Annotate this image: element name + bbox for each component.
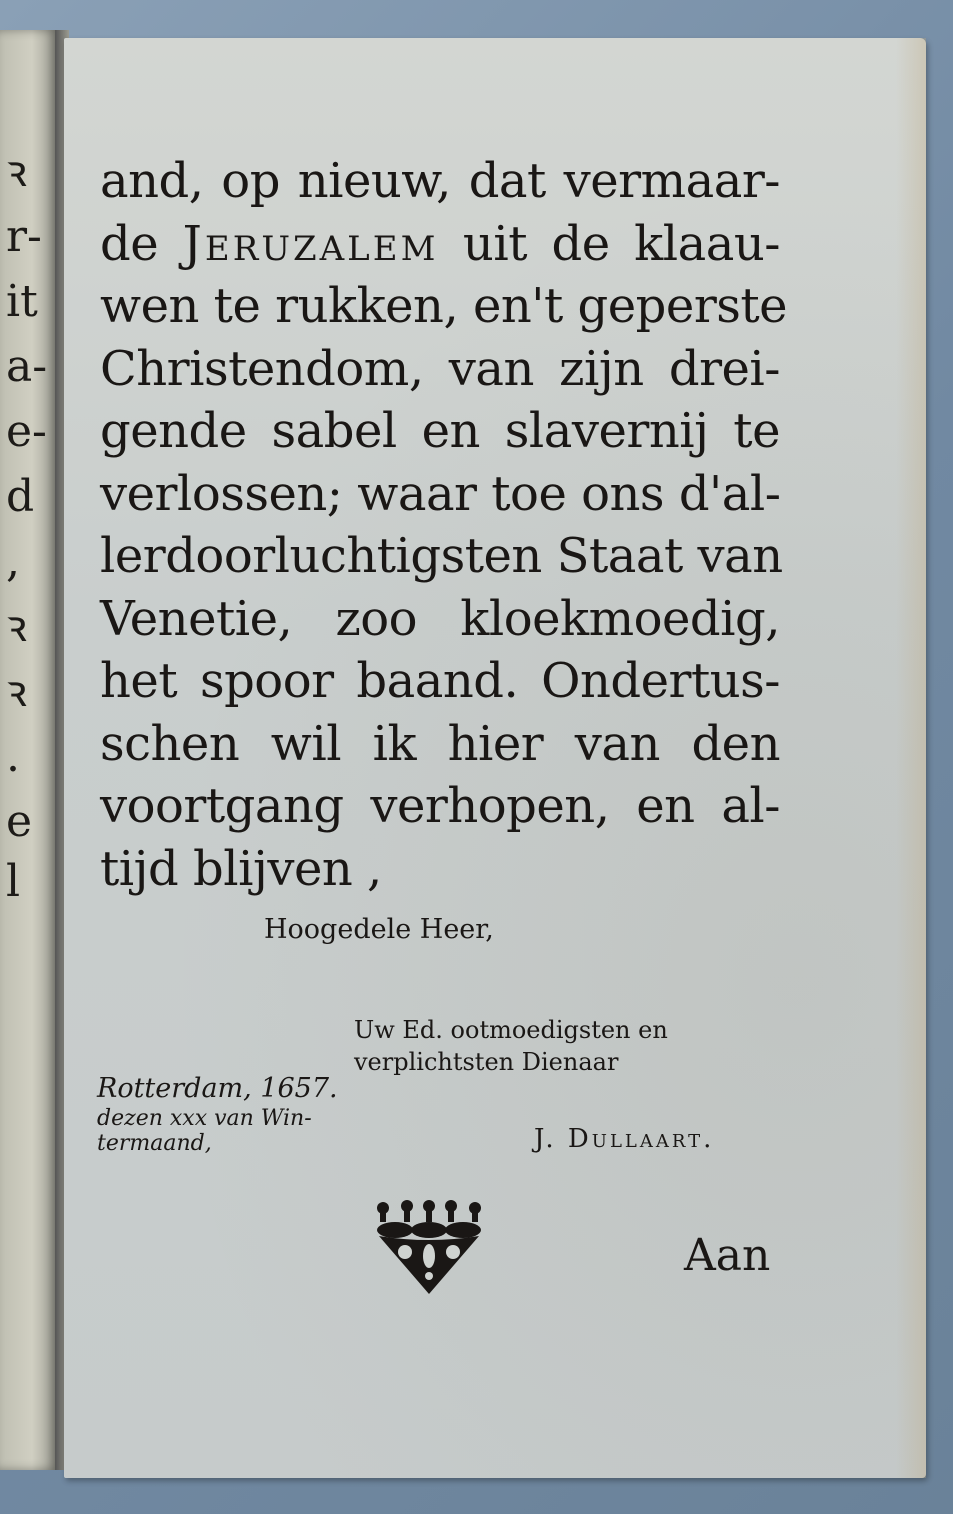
left-fragment: . bbox=[6, 731, 20, 782]
left-fragment: l bbox=[6, 856, 21, 907]
place-name-jeruzalem: Jeruzalem bbox=[182, 215, 439, 272]
closing-line: Uw Ed. ootmoedigsten en bbox=[354, 1016, 668, 1044]
left-fragment: ꝛ bbox=[6, 666, 27, 717]
line-prefix: de bbox=[100, 215, 159, 272]
author-signature: J. Dullaart. bbox=[534, 1124, 715, 1154]
line-suffix: uit de klaau- bbox=[462, 215, 780, 272]
place-and-date bbox=[97, 1072, 338, 1156]
text-line: tijd blijven , bbox=[100, 840, 382, 897]
text-line: wen te rukken, en't geperste bbox=[100, 278, 788, 334]
left-fragment: it bbox=[6, 276, 38, 327]
salutation: Hoogedele Heer, bbox=[264, 914, 494, 945]
text-line bbox=[100, 213, 780, 276]
fleuron-ornament-icon bbox=[369, 1196, 489, 1296]
left-fragment: r- bbox=[6, 211, 42, 262]
text-line: voortgang verhopen, en al- bbox=[100, 778, 780, 834]
book-page bbox=[64, 38, 926, 1478]
left-fragment: a- bbox=[6, 341, 48, 392]
place-date-line: Rotterdam, 1657. bbox=[97, 1073, 338, 1104]
left-fragment: ꝛ bbox=[6, 146, 27, 197]
left-fragment: ꝛ bbox=[6, 601, 27, 652]
text-line: verlossen; waar toe ons d'al- bbox=[100, 465, 781, 522]
text-line: lerdoorluchtigsten Staat van bbox=[100, 528, 783, 584]
catchword: Aan bbox=[684, 1230, 771, 1281]
facing-page-fragment bbox=[0, 30, 58, 1470]
left-fragment: e- bbox=[6, 406, 47, 457]
closing-line: verplichtsten Dienaar bbox=[354, 1048, 619, 1076]
text-line: schen wil ik hier van den bbox=[100, 715, 780, 772]
text-line: gende sabel en slavernij te bbox=[100, 403, 780, 459]
body-text bbox=[100, 150, 840, 900]
place-date-line: termaand, bbox=[97, 1131, 212, 1156]
text-line: Christendom, van zijn drei- bbox=[100, 340, 780, 397]
text-line: and, op nieuw, dat vermaar- bbox=[100, 153, 780, 209]
text-line: Venetie, zoo kloekmoedig, bbox=[100, 590, 780, 647]
page-edge bbox=[896, 38, 926, 1478]
left-fragment: d bbox=[6, 471, 35, 522]
left-fragment: e bbox=[6, 796, 33, 847]
place-date-line: dezen xxx van Win- bbox=[97, 1106, 312, 1131]
closing-block bbox=[354, 1014, 668, 1078]
left-fragment: , bbox=[6, 536, 20, 587]
text-line: het spoor baand. Ondertus- bbox=[100, 653, 780, 709]
